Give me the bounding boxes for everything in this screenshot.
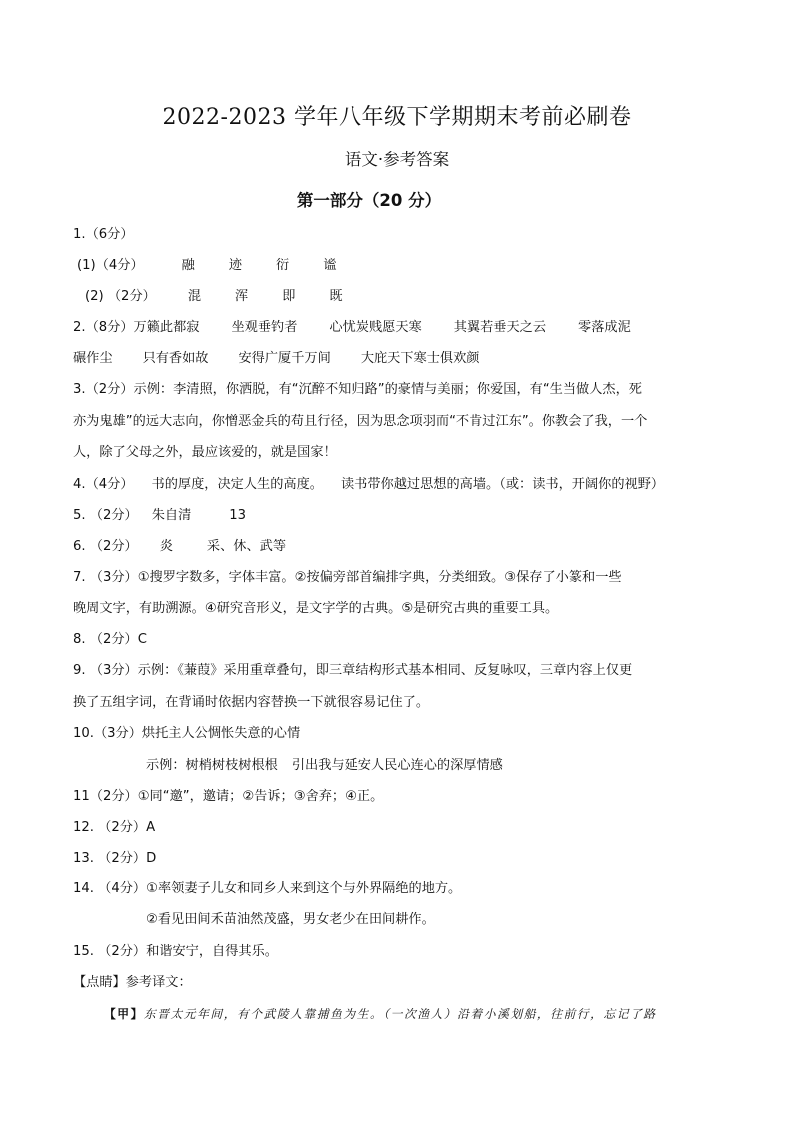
q10-line-1: 10.（3分）烘托主人公惆怅失意的心情 — [73, 726, 301, 741]
q7-line-1: 7. （3分）①搜罗字数多，字体丰富。②按偏旁部首编排字典，分类细致。③保存了小篆和一些 — [73, 570, 622, 585]
q1-part2-answer: 既 — [329, 289, 343, 304]
note-heading: 【点睛】参考译文： — [73, 975, 192, 990]
q5-answer-a: 朱自清 — [151, 508, 192, 523]
q10-line-2 — [146, 757, 503, 775]
q12-line: 12. （2分）A — [73, 820, 156, 835]
q14-line-2: ②看见田间禾苗油然茂盛，男女老少在田间耕作。 — [146, 912, 435, 927]
q1-part1-answer: 迹 — [228, 258, 243, 273]
q1-part1-answer: 融 — [181, 258, 195, 273]
q10-example: 示例：树梢树枝树根根 — [146, 758, 278, 773]
q2-answer: 大庇天下寒士俱欢颜 — [360, 351, 480, 366]
q13-line: 13. （2分）D — [73, 851, 157, 866]
page-subtitle: 语文·参考答案 — [344, 150, 450, 169]
q1-part1-answer: 谧 — [323, 258, 337, 273]
q9-line-1: 9. （3分）示例：《蒹葭》采用重章叠句，即三章结构形式基本相同、反复咏叹，三章内容上仅更 — [73, 663, 633, 678]
q1-part2-label: (2) （2分） — [85, 289, 156, 304]
q6-answer-b: 采、休、武等 — [206, 539, 287, 554]
q15-line: 15. （2分）和谐安宁，自得其乐。 — [73, 944, 278, 959]
q10-example-effect: 引出我与延安人民心连心的深厚情感 — [291, 758, 503, 773]
page-title: 2022-2023 学年八年级下学期期末考前必刷卷 — [162, 105, 632, 130]
q6-answer-a: 炎 — [159, 539, 173, 554]
q2-answer: 坐观垂钓者 — [231, 320, 298, 335]
q1-part2 — [85, 288, 343, 306]
q3-line-2: 亦为鬼雄”的远大志向，你憎恶金兵的苟且行径，因为思念项羽而“不肯过江东”。你教会了我，一个 — [73, 414, 648, 429]
q2-answer: 安得广厦千万间 — [238, 351, 331, 366]
q8-line: 8. （2分）C — [73, 632, 147, 647]
q4-answer-a: 书的厚度，决定人生的高度。 — [151, 477, 323, 492]
q2-answer: 2.（8分）万籁此都寂 — [73, 320, 200, 335]
q5-line — [73, 507, 246, 525]
q1-part2-answer: 混 — [187, 289, 202, 304]
q6-label: 6. （2分） — [73, 539, 138, 554]
q7-line-2: 晚周文字，有助溯源。④研究音形义，是文字学的古典。⑤是研究古典的重要工具。 — [73, 601, 559, 616]
translation-text: 东晋太元年间，有个武陵人靠捕鱼为生。（一次渔人）沿着小溪划船，往前行，忘记了路 — [143, 1007, 657, 1021]
q14-line-1: 14. （4分）①率领妻子儿女和同乡人来到这个与外界隔绝的地方。 — [73, 881, 462, 896]
q5-answer-b: 13 — [229, 508, 247, 523]
q2-line-1 — [73, 319, 631, 337]
q1-part1-answer: 衍 — [276, 258, 290, 273]
translation-line — [104, 1005, 657, 1023]
q5-label: 5. （2分） — [73, 508, 138, 523]
q2-answer: 碾作尘 — [73, 351, 113, 366]
q11-line: 11（2分）①同“邀”，邀请；②告诉；③舍弃；④正。 — [73, 789, 384, 804]
q9-line-2: 换了五组字词，在背诵时依据内容替换一下就很容易记住了。 — [73, 695, 430, 710]
translation-tag: 【甲】 — [104, 1007, 144, 1021]
q3-line-1: 3.（2分）示例：李清照，你洒脱，有“沉醉不知归路”的豪情与美丽；你爱国，有“生当做人杰，死 — [73, 382, 642, 397]
q4-answer-b: 读书带你越过思想的高墙。（或：读书，开阔你的视野） — [340, 477, 665, 492]
q2-answer: 其翼若垂天之云 — [453, 320, 547, 335]
q1-part2-answer: 浑 — [235, 289, 249, 304]
q1-part1-label: (1)（4分） — [77, 258, 144, 273]
q1-heading: 1.（6分） — [73, 227, 134, 242]
section-heading: 第一部分（20 分） — [296, 191, 442, 210]
q4-label: 4.（4分） — [73, 477, 134, 492]
q1-part2-answer: 即 — [282, 289, 296, 304]
q2-line-2 — [73, 350, 480, 368]
q3-line-3: 人，除了父母之外，最应该爱的，就是国家！ — [73, 445, 337, 460]
q2-answer: 只有香如故 — [142, 351, 209, 366]
q2-answer: 心忧炭贱愿天寒 — [329, 320, 422, 335]
q2-answer: 零落成泥 — [578, 320, 631, 335]
q1-part1 — [77, 257, 336, 275]
q6-line — [73, 538, 286, 556]
q4-line — [73, 476, 664, 494]
